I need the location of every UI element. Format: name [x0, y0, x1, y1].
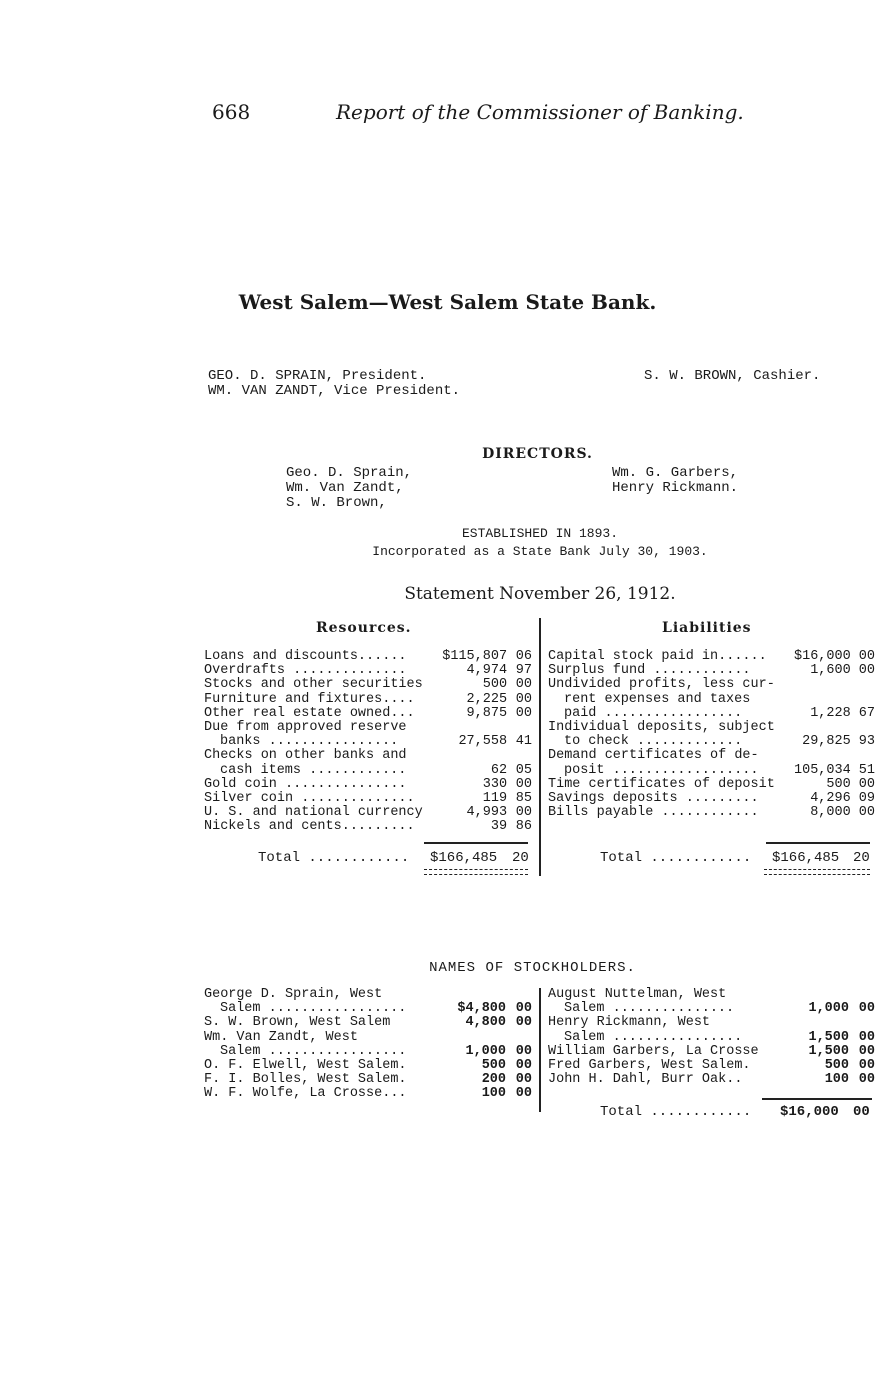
row-cents: 00 — [515, 1086, 532, 1102]
row-cents: 00 — [858, 663, 875, 679]
row-amount: 1,500 — [808, 1043, 849, 1059]
stockholder-row — [548, 1016, 875, 1030]
row-label: Capital stock paid in...... — [548, 649, 767, 664]
stockholder-row — [204, 1087, 532, 1101]
row-amount: 119 — [482, 791, 508, 807]
row-amount — [769, 988, 849, 1002]
row-amount: 27,558 — [458, 734, 508, 750]
row-label: S. W. Brown, West Salem — [204, 1015, 391, 1031]
row-label: banks ................ — [220, 734, 399, 750]
row-cents: 67 — [858, 705, 875, 721]
row-cents: 93 — [858, 734, 875, 750]
row-label: Time certificates of deposit — [548, 776, 775, 792]
row-amount: 105,034 — [794, 762, 851, 778]
row-amount: 500 — [481, 1058, 506, 1074]
row-cents: 00 — [515, 776, 532, 792]
liabilities-total-label: Total ............ — [600, 850, 752, 866]
row-amount: 4,993 — [466, 805, 508, 821]
resources-total-rule — [424, 842, 528, 844]
row-amount: 1,600 — [810, 663, 851, 679]
liability-row — [548, 707, 875, 721]
row-cents — [506, 1031, 532, 1045]
row-amount — [423, 721, 507, 735]
column-divider — [539, 618, 541, 876]
row-amount: 100 — [824, 1072, 849, 1088]
row-amount: 330 — [482, 776, 508, 792]
bank-title: West Salem—West Salem State Bank. — [238, 290, 657, 314]
row-amount: 2,225 — [466, 691, 508, 707]
resource-row — [204, 721, 532, 735]
liabilities-total-amount: $166,485 — [772, 850, 840, 866]
directors-right — [612, 466, 738, 496]
resource-row — [204, 820, 532, 834]
resource-row — [204, 678, 532, 692]
resources-double-rule — [424, 869, 528, 875]
row-label: Wm. Van Zandt, West — [204, 1029, 358, 1045]
row-cents: 97 — [515, 663, 532, 679]
row-label: U. S. and national currency — [204, 805, 423, 821]
stockholder-row — [548, 988, 875, 1002]
stockholder-row — [204, 1031, 532, 1045]
stockholder-row — [204, 1002, 532, 1016]
row-label: Nickels and cents......... — [204, 819, 415, 835]
liability-row — [548, 721, 875, 735]
row-cents: 00 — [515, 1072, 532, 1088]
row-cents: 00 — [515, 1015, 532, 1031]
liability-row — [548, 778, 875, 792]
director-name: Wm. G. Garbers, — [612, 465, 739, 481]
row-label: Individual deposits, subject — [548, 720, 775, 736]
row-label: Checks on other banks and — [204, 748, 407, 764]
row-label: Overdrafts .............. — [204, 663, 407, 679]
stockholder-row — [548, 1059, 875, 1073]
row-cents — [851, 693, 875, 707]
director-name: Geo. D. Sprain, — [286, 465, 413, 481]
row-cents: 51 — [858, 762, 875, 778]
row-amount: $115,807 — [442, 649, 508, 664]
resource-row — [204, 735, 532, 749]
row-amount: 9,875 — [466, 705, 508, 721]
directors-left — [286, 466, 412, 511]
row-amount: 39 — [490, 819, 508, 835]
resource-row — [204, 664, 532, 678]
stockholder-row — [548, 1002, 875, 1016]
row-label: W. F. Wolfe, La Crosse... — [204, 1086, 407, 1102]
liability-row — [548, 792, 875, 806]
resource-row — [204, 792, 532, 806]
row-cents: 00 — [515, 1043, 532, 1059]
resource-row — [204, 707, 532, 721]
row-amount: 1,000 — [808, 1001, 849, 1017]
row-amount: 4,296 — [810, 791, 851, 807]
liability-row — [548, 806, 875, 820]
liabilities-total-rule — [766, 842, 870, 844]
row-label: Surplus fund ............ — [548, 663, 751, 679]
row-label: Silver coin .............. — [204, 791, 415, 807]
resources-total-cents: 20 — [512, 850, 529, 866]
row-amount: 62 — [490, 762, 508, 778]
resource-row — [204, 778, 532, 792]
row-amount — [775, 678, 851, 692]
stockholders-total-rule — [762, 1098, 872, 1100]
row-label: rent expenses and taxes — [564, 691, 751, 707]
stockholder-row — [548, 1045, 875, 1059]
row-amount: 1,000 — [465, 1043, 506, 1059]
row-cents — [851, 721, 875, 735]
row-label: Furniture and fixtures.... — [204, 691, 415, 707]
liability-row — [548, 664, 875, 678]
row-amount — [775, 721, 851, 735]
row-label: Gold coin ............... — [204, 776, 407, 792]
row-cents — [851, 749, 875, 763]
liability-row — [548, 735, 875, 749]
row-cents: 00 — [515, 805, 532, 821]
row-label: Salem ................. — [220, 1043, 407, 1059]
row-cents: 00 — [858, 805, 875, 821]
liability-row — [548, 678, 875, 692]
incorporated-line: Incorporated as a State Bank July 30, 1903. — [372, 544, 708, 559]
stockholder-row — [204, 988, 532, 1002]
row-amount — [775, 693, 851, 707]
liabilities-table — [548, 650, 875, 820]
liabilities-double-rule — [764, 869, 870, 875]
stockholders-right-table — [548, 988, 875, 1087]
row-cents — [849, 1016, 875, 1030]
row-label: Henry Rickmann, West — [548, 1015, 711, 1031]
liabilities-heading: Liabilities — [662, 620, 752, 636]
row-amount: 29,825 — [802, 734, 851, 750]
liability-row — [548, 764, 875, 778]
row-cents: 06 — [515, 649, 532, 664]
row-label: John H. Dahl, Burr Oak.. — [548, 1072, 743, 1088]
stockholders-title: NAMES OF STOCKHOLDERS. — [429, 960, 636, 976]
row-cents: 00 — [858, 776, 875, 792]
row-amount — [423, 749, 507, 763]
row-cents: 00 — [858, 649, 875, 664]
officer-vice-president: WM. VAN ZANDT, Vice President. — [208, 383, 461, 399]
row-label: O. F. Elwell, West Salem. — [204, 1058, 407, 1074]
resource-row — [204, 650, 532, 664]
stockholder-row — [204, 1073, 532, 1087]
row-label: to check ............. — [564, 734, 743, 750]
row-label: Other real estate owned... — [204, 705, 415, 721]
liability-row — [548, 749, 875, 763]
row-label: August Nuttelman, West — [548, 987, 727, 1002]
stockholder-row — [204, 1016, 532, 1030]
director-name: Wm. Van Zandt, — [286, 480, 404, 496]
row-cents: 00 — [858, 1058, 875, 1074]
row-cents — [507, 749, 532, 763]
row-label: William Garbers, La Crosse — [548, 1043, 759, 1059]
row-cents — [851, 678, 875, 692]
row-cents: 00 — [515, 691, 532, 707]
row-cents: 00 — [515, 705, 532, 721]
stockholders-left-table — [204, 988, 532, 1102]
row-amount: 500 — [482, 677, 508, 693]
row-label: Loans and discounts...... — [204, 649, 407, 664]
row-cents — [506, 988, 532, 1002]
row-label: Savings deposits ......... — [548, 791, 759, 807]
established-line: ESTABLISHED IN 1893. — [461, 526, 619, 541]
resource-row — [204, 806, 532, 820]
stockholder-row — [204, 1059, 532, 1073]
row-label: posit .................. — [564, 762, 759, 778]
row-label: cash items ............ — [220, 762, 407, 778]
row-label: Due from approved reserve — [204, 720, 407, 736]
row-amount: 1,228 — [810, 705, 851, 721]
stockholders-total-cents: 00 — [853, 1104, 870, 1120]
row-cents: 85 — [515, 791, 532, 807]
row-amount: 4,974 — [466, 663, 508, 679]
row-amount — [426, 988, 506, 1002]
row-cents: 00 — [858, 1029, 875, 1045]
statement-title: Statement November 26, 1912. — [404, 584, 676, 604]
row-cents: 00 — [858, 1043, 875, 1059]
row-label: George D. Sprain, West — [204, 987, 383, 1002]
row-label: Bills payable ............ — [548, 805, 759, 821]
row-amount: 4,800 — [465, 1015, 506, 1031]
row-label: Salem ............... — [564, 1001, 735, 1017]
row-label: Stocks and other securities — [204, 677, 423, 693]
director-name: S. W. Brown, — [286, 495, 387, 511]
row-amount: 500 — [824, 1058, 849, 1074]
row-amount: 500 — [826, 776, 851, 792]
director-name: Henry Rickmann. — [612, 480, 739, 496]
liability-row — [548, 693, 875, 707]
row-amount: 1,500 — [808, 1029, 849, 1045]
resources-heading: Resources. — [316, 620, 412, 636]
row-cents — [849, 988, 875, 1002]
liability-row — [548, 650, 875, 664]
row-label: paid ................. — [564, 705, 743, 721]
stockholders-total-amount: $16,000 — [780, 1104, 839, 1120]
directors-title: DIRECTORS. — [482, 446, 593, 462]
row-label: Salem ................. — [220, 1001, 407, 1017]
stockholders-total-label: Total ............ — [600, 1104, 752, 1120]
resource-row — [204, 693, 532, 707]
officers-left — [208, 369, 460, 399]
row-cents: 05 — [515, 762, 532, 778]
page-number: 668 — [212, 100, 251, 124]
row-amount: $4,800 — [457, 1001, 506, 1017]
resources-total-label: Total ............ — [258, 850, 410, 866]
row-cents: 86 — [515, 819, 532, 835]
officer-president: GEO. D. SPRAIN, President. — [208, 368, 427, 384]
stockholder-row — [548, 1073, 875, 1087]
row-cents: 09 — [858, 791, 875, 807]
row-cents — [507, 721, 532, 735]
row-cents: 00 — [515, 1001, 532, 1017]
resource-row — [204, 749, 532, 763]
stockholder-row — [204, 1045, 532, 1059]
row-label: Undivided profits, less cur- — [548, 677, 775, 693]
row-amount: $16,000 — [794, 649, 851, 664]
row-amount — [426, 1031, 506, 1045]
row-cents: 00 — [858, 1001, 875, 1017]
row-cents: 00 — [515, 1058, 532, 1074]
row-amount: 200 — [481, 1072, 506, 1088]
row-label: Demand certificates of de- — [548, 748, 759, 764]
row-amount: 100 — [481, 1086, 506, 1102]
row-cents: 41 — [515, 734, 532, 750]
row-label: Fred Garbers, West Salem. — [548, 1058, 751, 1074]
running-title: Report of the Commissioner of Banking. — [336, 100, 744, 124]
officer-cashier: S. W. BROWN, Cashier. — [644, 368, 821, 384]
resources-total-amount: $166,485 — [430, 850, 498, 866]
resources-table — [204, 650, 532, 835]
row-amount — [769, 1016, 849, 1030]
row-label: F. I. Bolles, West Salem. — [204, 1072, 407, 1088]
row-amount — [775, 749, 851, 763]
resource-row — [204, 764, 532, 778]
row-cents: 00 — [858, 1072, 875, 1088]
row-cents: 00 — [515, 677, 532, 693]
row-amount: 8,000 — [810, 805, 851, 821]
liabilities-total-cents: 20 — [853, 850, 870, 866]
row-label: Salem ................ — [564, 1029, 743, 1045]
stockholder-row — [548, 1031, 875, 1045]
stockholders-divider — [539, 988, 541, 1112]
